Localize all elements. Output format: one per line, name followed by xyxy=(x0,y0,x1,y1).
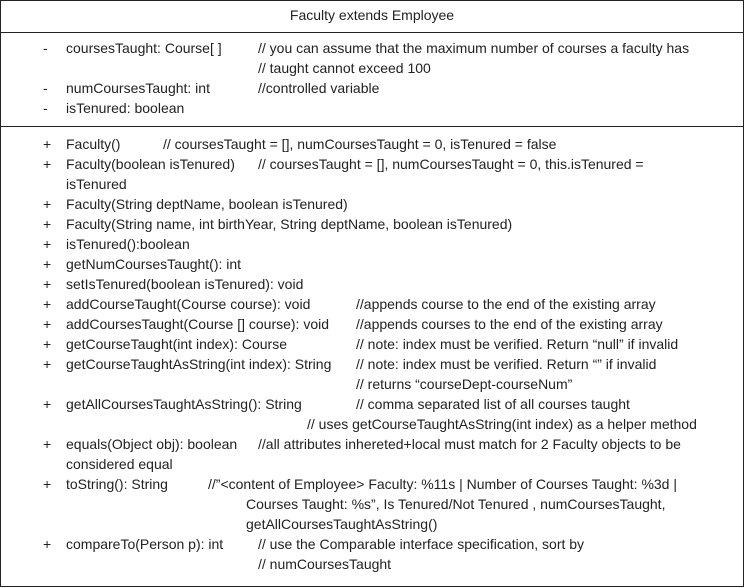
visibility-marker: + xyxy=(43,236,52,252)
method-comment: // returns “courseDept-courseNum” xyxy=(356,376,573,392)
visibility-marker: + xyxy=(43,216,52,232)
method-comment: // note: index must be verified. Return “” if invalid xyxy=(356,356,657,372)
method-signature: Faculty(String name, int birthYear, String deptName, boolean isTenured) xyxy=(66,216,513,232)
method-row xyxy=(1,134,743,154)
method-comment: // uses getCourseTaughtAsString(int index) as a helper method xyxy=(307,416,697,432)
method-signature: setIsTenured(boolean isTenured): void xyxy=(66,276,304,292)
attribute-comment: // taught cannot exceed 100 xyxy=(258,60,431,76)
attribute-signature: numCoursesTaught: int xyxy=(66,80,210,96)
method-signature: Faculty() xyxy=(66,136,121,152)
method-row xyxy=(1,554,743,574)
visibility-marker: + xyxy=(43,396,52,412)
method-row xyxy=(1,514,743,534)
title-divider xyxy=(1,32,743,33)
method-comment: Courses Taught: %s”, Is Tenured/Not Tenured , numCoursesTaught, xyxy=(246,496,666,512)
method-row xyxy=(1,494,743,514)
attribute-row xyxy=(1,58,743,78)
method-comment: // numCoursesTaught xyxy=(258,556,392,572)
method-row xyxy=(1,534,743,554)
class-title: Faculty extends Employee xyxy=(289,7,455,23)
visibility-marker: + xyxy=(43,136,52,152)
method-row xyxy=(1,154,743,174)
visibility-marker: + xyxy=(43,436,52,452)
method-row xyxy=(1,194,743,214)
visibility-marker: + xyxy=(43,256,52,272)
method-row xyxy=(1,314,743,334)
method-signature: Faculty(String deptName, boolean isTenured) xyxy=(66,196,348,212)
method-comment: //appends course to the end of the existing array xyxy=(356,296,656,312)
method-signature: getAllCoursesTaughtAsString(): String xyxy=(66,396,302,412)
attribute-signature: coursesTaught: Course[ ] xyxy=(66,40,222,56)
method-row xyxy=(1,234,743,254)
method-row xyxy=(1,474,743,494)
visibility-marker: + xyxy=(43,296,52,312)
method-row xyxy=(1,274,743,294)
method-signature: getCourseTaughtAsString(int index): String xyxy=(66,356,332,372)
visibility-marker: + xyxy=(43,196,52,212)
method-signature: addCourseTaught(Course course): void xyxy=(66,296,311,312)
method-signature: getCourseTaught(int index): Course xyxy=(66,336,288,352)
visibility-marker: + xyxy=(43,156,52,172)
method-signature: considered equal xyxy=(66,456,173,472)
method-signature: addCoursesTaught(Course [] course): void xyxy=(66,316,330,332)
method-signature: isTenured():boolean xyxy=(66,236,190,252)
visibility-marker: + xyxy=(43,336,52,352)
method-comment: // coursesTaught = [], numCoursesTaught = 0, isTenured = false xyxy=(163,136,557,152)
method-row xyxy=(1,374,743,394)
attribute-row xyxy=(1,98,743,118)
method-comment: //all attributes inhereted+local must match for 2 Faculty objects to be xyxy=(258,436,681,452)
attribute-signature: isTenured: boolean xyxy=(66,100,185,116)
method-signature: Faculty(boolean isTenured) xyxy=(66,156,235,172)
method-comment: //appends courses to the end of the existing array xyxy=(356,316,663,332)
method-row xyxy=(1,394,743,414)
method-comment: // note: index must be verified. Return “null” if invalid xyxy=(356,336,679,352)
method-signature: toString(): String xyxy=(66,476,168,492)
method-signature: equals(Object obj): boolean xyxy=(66,436,238,452)
method-comment: //”<content of Employee> Faculty: %11s | Number of Courses Taught: %3d | xyxy=(208,476,677,492)
visibility-marker: + xyxy=(43,276,52,292)
method-row xyxy=(1,174,743,194)
attributes-divider xyxy=(1,126,743,127)
method-row xyxy=(1,214,743,234)
method-signature: compareTo(Person p): int xyxy=(66,536,224,552)
method-row xyxy=(1,254,743,274)
method-row xyxy=(1,354,743,374)
method-signature: getNumCoursesTaught(): int xyxy=(66,256,242,272)
method-comment: // use the Comparable interface specification, sort by xyxy=(258,536,585,552)
visibility-marker: - xyxy=(43,40,48,56)
method-comment: // coursesTaught = [], numCoursesTaught = 0, this.isTenured = xyxy=(258,156,644,172)
method-row xyxy=(1,434,743,454)
method-row xyxy=(1,334,743,354)
visibility-marker: + xyxy=(43,316,52,332)
visibility-marker: + xyxy=(43,476,52,492)
attribute-comment: //controlled variable xyxy=(258,80,380,96)
method-row xyxy=(1,294,743,314)
method-row xyxy=(1,454,743,474)
method-signature: isTenured xyxy=(66,176,127,192)
method-comment: // comma separated list of all courses taught xyxy=(356,396,630,412)
visibility-marker: - xyxy=(43,80,48,96)
method-row xyxy=(1,414,743,434)
visibility-marker: + xyxy=(43,536,52,552)
visibility-marker: - xyxy=(43,100,48,116)
attribute-comment: // you can assume that the maximum number of courses a faculty has xyxy=(258,40,690,56)
attribute-row xyxy=(1,38,743,58)
visibility-marker: + xyxy=(43,356,52,372)
attribute-row xyxy=(1,78,743,98)
method-comment: getAllCoursesTaughtAsString() xyxy=(246,516,438,532)
